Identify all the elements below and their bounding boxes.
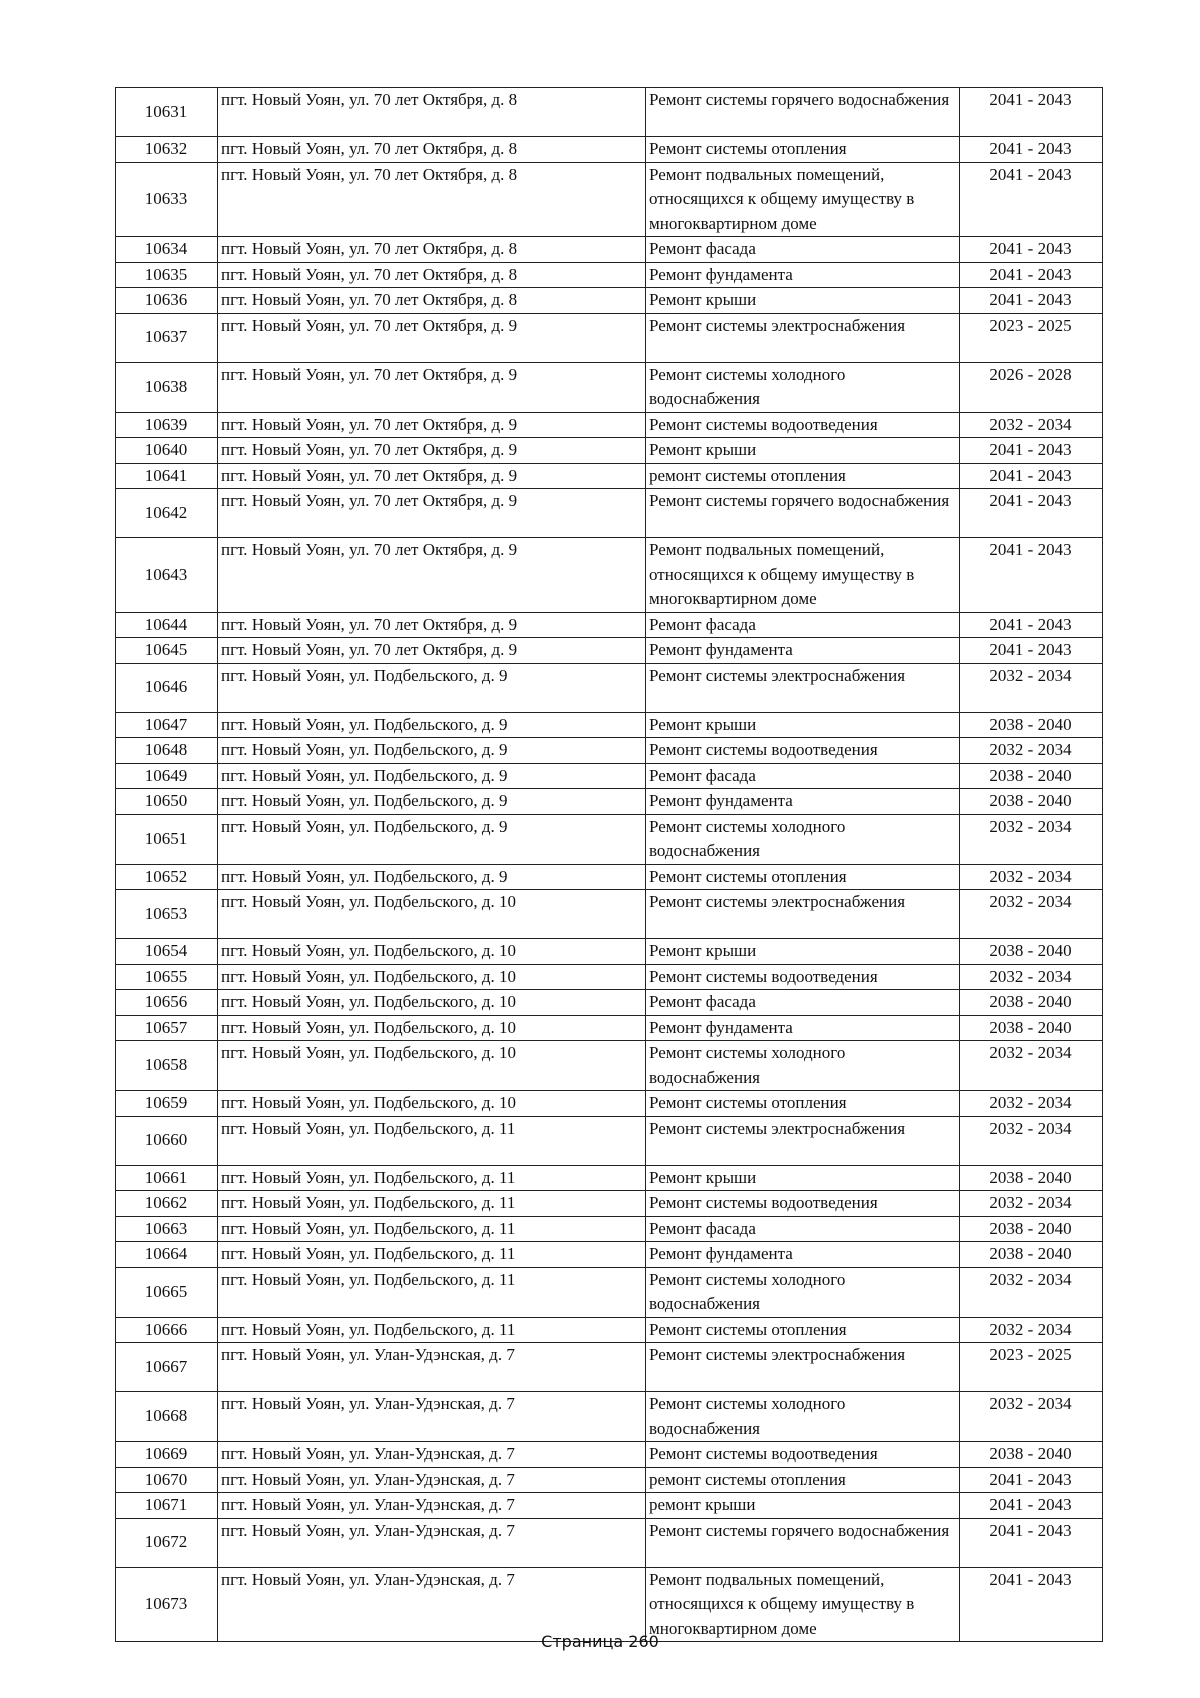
row-address: пгт. Новый Уоян, ул. Подбельского, д. 11	[218, 1116, 646, 1165]
table-row	[116, 663, 1103, 712]
row-address: пгт. Новый Уоян, ул. Подбельского, д. 10	[218, 939, 646, 965]
row-period: 2038 - 2040	[960, 1216, 1103, 1242]
row-address: пгт. Новый Уоян, ул. Подбельского, д. 10	[218, 1091, 646, 1117]
row-work-type: Ремонт подвальных помещений, относящихся к общему имуществу в многоквартирном доме	[646, 1567, 960, 1642]
row-work-type: Ремонт крыши	[646, 712, 960, 738]
row-number: 10671	[116, 1493, 218, 1519]
row-work-type: Ремонт подвальных помещений, относящихся к общему имуществу в многоквартирном доме	[646, 162, 960, 237]
row-number: 10648	[116, 738, 218, 764]
row-period: 2032 - 2034	[960, 412, 1103, 438]
row-period: 2038 - 2040	[960, 1442, 1103, 1468]
row-work-type: Ремонт системы отопления	[646, 1091, 960, 1117]
table-row	[116, 939, 1103, 965]
table-row	[116, 1317, 1103, 1343]
row-work-type: Ремонт подвальных помещений, относящихся к общему имуществу в многоквартирном доме	[646, 538, 960, 613]
row-address: пгт. Новый Уоян, ул. Подбельского, д. 11	[218, 1267, 646, 1317]
row-period: 2032 - 2034	[960, 1267, 1103, 1317]
table-row	[116, 1116, 1103, 1165]
row-address: пгт. Новый Уоян, ул. 70 лет Октября, д. 8	[218, 237, 646, 263]
row-period: 2032 - 2034	[960, 814, 1103, 864]
table-row	[116, 1242, 1103, 1268]
row-work-type: Ремонт фундамента	[646, 638, 960, 664]
row-number: 10633	[116, 162, 218, 237]
row-number: 10673	[116, 1567, 218, 1642]
row-address: пгт. Новый Уоян, ул. Улан-Удэнская, д. 7	[218, 1467, 646, 1493]
table-row	[116, 463, 1103, 489]
row-number: 10657	[116, 1015, 218, 1041]
table-row	[116, 1567, 1103, 1642]
row-number: 10647	[116, 712, 218, 738]
row-address: пгт. Новый Уоян, ул. 70 лет Октября, д. 9	[218, 313, 646, 362]
row-number: 10649	[116, 763, 218, 789]
row-address: пгт. Новый Уоян, ул. 70 лет Октября, д. 8	[218, 88, 646, 137]
row-address: пгт. Новый Уоян, ул. Подбельского, д. 10	[218, 1015, 646, 1041]
row-number: 10662	[116, 1191, 218, 1217]
row-period: 2041 - 2043	[960, 1467, 1103, 1493]
row-period: 2041 - 2043	[960, 489, 1103, 538]
row-address: пгт. Новый Уоян, ул. 70 лет Октября, д. 9	[218, 412, 646, 438]
row-work-type: Ремонт системы горячего водоснабжения	[646, 489, 960, 538]
row-period: 2041 - 2043	[960, 137, 1103, 163]
row-period: 2041 - 2043	[960, 88, 1103, 137]
row-period: 2032 - 2034	[960, 738, 1103, 764]
row-period: 2032 - 2034	[960, 964, 1103, 990]
table-row	[116, 990, 1103, 1016]
row-number: 10667	[116, 1343, 218, 1392]
row-number: 10640	[116, 438, 218, 464]
row-period: 2023 - 2025	[960, 1343, 1103, 1392]
table-row	[116, 738, 1103, 764]
table-row	[116, 1191, 1103, 1217]
row-period: 2023 - 2025	[960, 313, 1103, 362]
row-work-type: Ремонт фундамента	[646, 1015, 960, 1041]
row-period: 2032 - 2034	[960, 663, 1103, 712]
row-work-type: Ремонт системы водоотведения	[646, 412, 960, 438]
row-work-type: Ремонт системы холодного водоснабжения	[646, 362, 960, 412]
table-row	[116, 313, 1103, 362]
row-address: пгт. Новый Уоян, ул. Подбельского, д. 11	[218, 1191, 646, 1217]
table-row	[116, 1493, 1103, 1519]
row-address: пгт. Новый Уоян, ул. Улан-Удэнская, д. 7	[218, 1442, 646, 1468]
row-number: 10642	[116, 489, 218, 538]
row-period: 2026 - 2028	[960, 362, 1103, 412]
row-address: пгт. Новый Уоян, ул. Подбельского, д. 10	[218, 890, 646, 939]
table-row	[116, 612, 1103, 638]
table-row	[116, 964, 1103, 990]
table-row	[116, 1015, 1103, 1041]
row-number: 10658	[116, 1041, 218, 1091]
row-work-type: Ремонт системы электроснабжения	[646, 1116, 960, 1165]
row-work-type: Ремонт системы холодного водоснабжения	[646, 814, 960, 864]
row-address: пгт. Новый Уоян, ул. Подбельского, д. 11	[218, 1242, 646, 1268]
row-address: пгт. Новый Уоян, ул. 70 лет Октября, д. 9	[218, 463, 646, 489]
row-number: 10661	[116, 1165, 218, 1191]
row-address: пгт. Новый Уоян, ул. 70 лет Октября, д. 8	[218, 262, 646, 288]
row-address: пгт. Новый Уоян, ул. Улан-Удэнская, д. 7	[218, 1343, 646, 1392]
row-number: 10656	[116, 990, 218, 1016]
row-number: 10669	[116, 1442, 218, 1468]
row-work-type: Ремонт системы электроснабжения	[646, 1343, 960, 1392]
row-period: 2041 - 2043	[960, 438, 1103, 464]
row-address: пгт. Новый Уоян, ул. Подбельского, д. 9	[218, 789, 646, 815]
table-row	[116, 864, 1103, 890]
row-period: 2041 - 2043	[960, 262, 1103, 288]
row-work-type: Ремонт фундамента	[646, 1242, 960, 1268]
table-row	[116, 1392, 1103, 1442]
row-number: 10638	[116, 362, 218, 412]
row-address: пгт. Новый Уоян, ул. 70 лет Октября, д. 9	[218, 489, 646, 538]
row-work-type: Ремонт системы отопления	[646, 1317, 960, 1343]
table-row	[116, 1343, 1103, 1392]
row-period: 2041 - 2043	[960, 1518, 1103, 1567]
row-work-type: Ремонт крыши	[646, 288, 960, 314]
row-number: 10665	[116, 1267, 218, 1317]
table-row	[116, 1091, 1103, 1117]
row-work-type: Ремонт фундамента	[646, 262, 960, 288]
row-number: 10654	[116, 939, 218, 965]
row-number: 10652	[116, 864, 218, 890]
row-address: пгт. Новый Уоян, ул. Подбельского, д. 9	[218, 763, 646, 789]
repair-schedule-table	[115, 87, 1103, 1642]
row-work-type: Ремонт фундамента	[646, 789, 960, 815]
row-work-type: Ремонт системы холодного водоснабжения	[646, 1041, 960, 1091]
row-number: 10653	[116, 890, 218, 939]
row-period: 2041 - 2043	[960, 237, 1103, 263]
table-row	[116, 890, 1103, 939]
row-work-type: Ремонт системы водоотведения	[646, 1191, 960, 1217]
row-work-type: Ремонт системы горячего водоснабжения	[646, 88, 960, 137]
table-row	[116, 237, 1103, 263]
row-address: пгт. Новый Уоян, ул. Подбельского, д. 11	[218, 1216, 646, 1242]
row-address: пгт. Новый Уоян, ул. 70 лет Октября, д. 9	[218, 612, 646, 638]
row-period: 2032 - 2034	[960, 1091, 1103, 1117]
row-number: 10637	[116, 313, 218, 362]
row-address: пгт. Новый Уоян, ул. Улан-Удэнская, д. 7	[218, 1493, 646, 1519]
row-address: пгт. Новый Уоян, ул. Улан-Удэнская, д. 7	[218, 1567, 646, 1642]
table-row	[116, 362, 1103, 412]
table-row	[116, 638, 1103, 664]
row-address: пгт. Новый Уоян, ул. Улан-Удэнская, д. 7	[218, 1518, 646, 1567]
row-number: 10632	[116, 137, 218, 163]
row-address: пгт. Новый Уоян, ул. 70 лет Октября, д. 9	[218, 538, 646, 613]
row-period: 2041 - 2043	[960, 463, 1103, 489]
row-work-type: Ремонт крыши	[646, 939, 960, 965]
row-number: 10646	[116, 663, 218, 712]
row-address: пгт. Новый Уоян, ул. Улан-Удэнская, д. 7	[218, 1392, 646, 1442]
row-number: 10645	[116, 638, 218, 664]
row-number: 10664	[116, 1242, 218, 1268]
table-row	[116, 489, 1103, 538]
row-period: 2032 - 2034	[960, 1191, 1103, 1217]
row-period: 2041 - 2043	[960, 538, 1103, 613]
row-period: 2038 - 2040	[960, 789, 1103, 815]
row-work-type: Ремонт крыши	[646, 1165, 960, 1191]
row-work-type: Ремонт фасада	[646, 612, 960, 638]
row-period: 2038 - 2040	[960, 763, 1103, 789]
row-number: 10660	[116, 1116, 218, 1165]
row-work-type: Ремонт системы электроснабжения	[646, 890, 960, 939]
row-work-type: Ремонт фасада	[646, 763, 960, 789]
row-period: 2038 - 2040	[960, 990, 1103, 1016]
row-number: 10635	[116, 262, 218, 288]
row-address: пгт. Новый Уоян, ул. 70 лет Октября, д. 9	[218, 438, 646, 464]
table-row	[116, 88, 1103, 137]
row-work-type: ремонт системы отопления	[646, 463, 960, 489]
row-number: 10650	[116, 789, 218, 815]
row-number: 10639	[116, 412, 218, 438]
row-period: 2032 - 2034	[960, 1392, 1103, 1442]
row-work-type: Ремонт фасада	[646, 990, 960, 1016]
row-number: 10655	[116, 964, 218, 990]
row-work-type: Ремонт системы холодного водоснабжения	[646, 1392, 960, 1442]
row-work-type: Ремонт крыши	[646, 438, 960, 464]
row-address: пгт. Новый Уоян, ул. Подбельского, д. 10	[218, 964, 646, 990]
table-row	[116, 712, 1103, 738]
row-address: пгт. Новый Уоян, ул. Подбельского, д. 9	[218, 864, 646, 890]
row-number: 10641	[116, 463, 218, 489]
row-work-type: Ремонт системы водоотведения	[646, 1442, 960, 1468]
row-address: пгт. Новый Уоян, ул. Подбельского, д. 10	[218, 990, 646, 1016]
row-work-type: Ремонт системы отопления	[646, 864, 960, 890]
row-address: пгт. Новый Уоян, ул. Подбельского, д. 10	[218, 1041, 646, 1091]
table-row	[116, 1518, 1103, 1567]
row-period: 2038 - 2040	[960, 939, 1103, 965]
row-work-type: Ремонт системы холодного водоснабжения	[646, 1267, 960, 1317]
row-number: 10668	[116, 1392, 218, 1442]
row-work-type: Ремонт фасада	[646, 1216, 960, 1242]
table-row	[116, 438, 1103, 464]
row-period: 2041 - 2043	[960, 1493, 1103, 1519]
table-row	[116, 538, 1103, 613]
row-address: пгт. Новый Уоян, ул. 70 лет Октября, д. 9	[218, 362, 646, 412]
table-row	[116, 789, 1103, 815]
table-row	[116, 1165, 1103, 1191]
row-work-type: ремонт крыши	[646, 1493, 960, 1519]
row-work-type: Ремонт системы электроснабжения	[646, 313, 960, 362]
row-number: 10670	[116, 1467, 218, 1493]
row-number: 10634	[116, 237, 218, 263]
table-row	[116, 1467, 1103, 1493]
row-number: 10672	[116, 1518, 218, 1567]
row-period: 2032 - 2034	[960, 1116, 1103, 1165]
page-number: Страница 260	[541, 1632, 659, 1651]
row-period: 2038 - 2040	[960, 1242, 1103, 1268]
row-address: пгт. Новый Уоян, ул. Подбельского, д. 9	[218, 663, 646, 712]
table-row	[116, 1267, 1103, 1317]
row-number: 10659	[116, 1091, 218, 1117]
row-period: 2032 - 2034	[960, 1317, 1103, 1343]
table-row	[116, 412, 1103, 438]
row-address: пгт. Новый Уоян, ул. Подбельского, д. 9	[218, 738, 646, 764]
row-work-type: Ремонт системы горячего водоснабжения	[646, 1518, 960, 1567]
row-number: 10666	[116, 1317, 218, 1343]
row-period: 2038 - 2040	[960, 712, 1103, 738]
row-period: 2041 - 2043	[960, 612, 1103, 638]
row-address: пгт. Новый Уоян, ул. Подбельского, д. 9	[218, 712, 646, 738]
row-address: пгт. Новый Уоян, ул. 70 лет Октября, д. 9	[218, 638, 646, 664]
row-address: пгт. Новый Уоян, ул. Подбельского, д. 11	[218, 1165, 646, 1191]
table-row	[116, 1216, 1103, 1242]
table-row	[116, 162, 1103, 237]
row-address: пгт. Новый Уоян, ул. Подбельского, д. 9	[218, 814, 646, 864]
row-period: 2032 - 2034	[960, 890, 1103, 939]
row-work-type: Ремонт системы водоотведения	[646, 964, 960, 990]
row-number: 10651	[116, 814, 218, 864]
table-row	[116, 262, 1103, 288]
row-work-type: Ремонт системы водоотведения	[646, 738, 960, 764]
row-address: пгт. Новый Уоян, ул. 70 лет Октября, д. 8	[218, 162, 646, 237]
row-number: 10636	[116, 288, 218, 314]
row-period: 2038 - 2040	[960, 1015, 1103, 1041]
row-period: 2041 - 2043	[960, 1567, 1103, 1642]
table-row	[116, 814, 1103, 864]
table-row	[116, 1442, 1103, 1468]
row-period: 2041 - 2043	[960, 162, 1103, 237]
row-number: 10643	[116, 538, 218, 613]
table-row	[116, 137, 1103, 163]
row-period: 2032 - 2034	[960, 1041, 1103, 1091]
row-period: 2041 - 2043	[960, 638, 1103, 664]
row-address: пгт. Новый Уоян, ул. 70 лет Октября, д. 8	[218, 288, 646, 314]
row-number: 10644	[116, 612, 218, 638]
table-row	[116, 1041, 1103, 1091]
row-number: 10631	[116, 88, 218, 137]
row-period: 2038 - 2040	[960, 1165, 1103, 1191]
row-number: 10663	[116, 1216, 218, 1242]
row-period: 2032 - 2034	[960, 864, 1103, 890]
table-row	[116, 288, 1103, 314]
table-body	[116, 88, 1103, 1642]
row-work-type: Ремонт системы электроснабжения	[646, 663, 960, 712]
row-address: пгт. Новый Уоян, ул. Подбельского, д. 11	[218, 1317, 646, 1343]
row-work-type: Ремонт фасада	[646, 237, 960, 263]
row-period: 2041 - 2043	[960, 288, 1103, 314]
table-row	[116, 763, 1103, 789]
row-work-type: ремонт системы отопления	[646, 1467, 960, 1493]
row-work-type: Ремонт системы отопления	[646, 137, 960, 163]
row-address: пгт. Новый Уоян, ул. 70 лет Октября, д. 8	[218, 137, 646, 163]
